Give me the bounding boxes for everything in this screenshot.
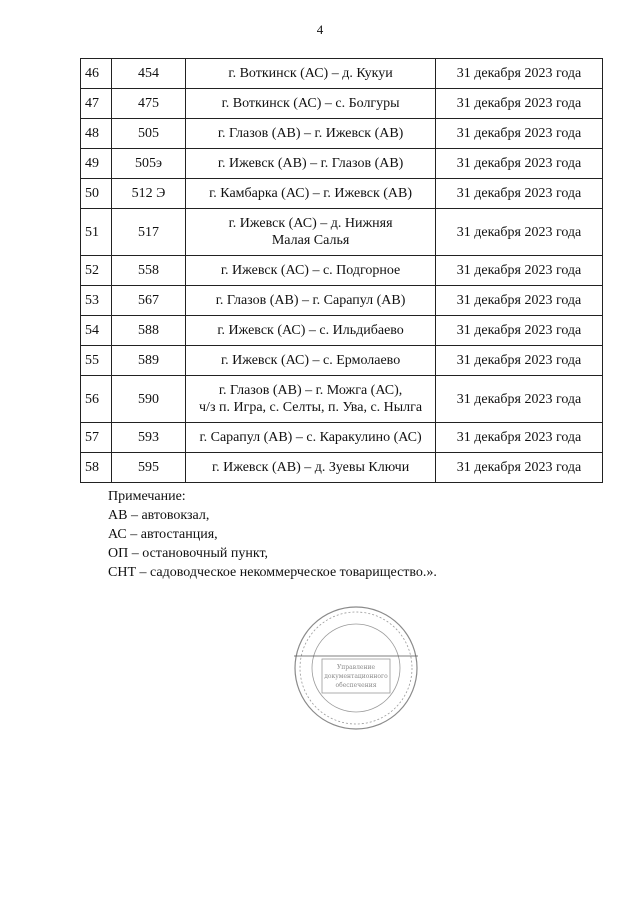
end-date-cell: 31 декабря 2023 года	[436, 119, 603, 149]
route-name-line: г. Камбарка (АС) – г. Ижевск (АВ)	[209, 186, 413, 201]
note-title: Примечание:	[108, 489, 186, 504]
note-line: ОП – остановочный пункт,	[108, 546, 269, 561]
route-name-cell	[186, 179, 436, 209]
route-code-cell: 512 Э	[111, 179, 185, 209]
row-number-cell: 49	[81, 149, 112, 179]
route-code-cell: 475	[111, 89, 185, 119]
table-row	[81, 346, 603, 376]
route-code-cell: 567	[111, 286, 185, 316]
route-name-cell	[186, 149, 436, 179]
row-number-cell: 54	[81, 316, 112, 346]
route-code-cell: 589	[111, 346, 185, 376]
route-name-line: г. Воткинск (АС) – с. Болгуры	[221, 96, 400, 111]
route-name-line: г. Воткинск (АС) – д. Кукуи	[228, 66, 393, 81]
route-name-cell	[186, 453, 436, 483]
seal-text-line: Управление	[336, 664, 376, 671]
row-number-cell: 53	[81, 286, 112, 316]
route-name-line: г. Глазов (АВ) – г. Можга (АС),	[218, 383, 403, 398]
table-row	[81, 149, 603, 179]
route-name-cell	[186, 256, 436, 286]
route-code-cell: 517	[111, 209, 185, 256]
row-number-cell: 47	[81, 89, 112, 119]
route-name-line: г. Ижевск (АС) – с. Ермолаево	[220, 353, 401, 368]
note-block	[108, 487, 437, 582]
end-date-cell: 31 декабря 2023 года	[436, 89, 603, 119]
end-date-cell: 31 декабря 2023 года	[436, 376, 603, 423]
end-date-cell: 31 декабря 2023 года	[436, 316, 603, 346]
seal-text-line: обеспечения	[335, 682, 377, 689]
table-row	[81, 316, 603, 346]
route-name-cell	[186, 316, 436, 346]
table-row	[81, 119, 603, 149]
end-date-cell: 31 декабря 2023 года	[436, 453, 603, 483]
row-number-cell: 51	[81, 209, 112, 256]
route-name-cell	[186, 209, 436, 256]
table-row	[81, 209, 603, 256]
route-name-line: г. Ижевск (АС) – д. Нижняя	[228, 216, 393, 231]
route-code-cell: 590	[111, 376, 185, 423]
routes-table	[80, 58, 603, 483]
row-number-cell: 56	[81, 376, 112, 423]
row-number-cell: 50	[81, 179, 112, 209]
route-name-line: г. Глазов (АВ) – г. Ижевск (АВ)	[217, 126, 404, 141]
end-date-cell: 31 декабря 2023 года	[436, 256, 603, 286]
row-number-cell: 55	[81, 346, 112, 376]
note-line: АС – автостанция,	[108, 527, 218, 542]
route-name-line: ч/з п. Игра, с. Селты, п. Ува, с. Нылга	[199, 400, 423, 415]
table-row	[81, 423, 603, 453]
seal-text-line: документационного	[324, 673, 388, 680]
route-name-line: г. Глазов (АВ) – г. Сарапул (АВ)	[215, 293, 406, 308]
table-row	[81, 453, 603, 483]
route-code-cell: 588	[111, 316, 185, 346]
row-number-cell: 57	[81, 423, 112, 453]
route-name-cell	[186, 89, 436, 119]
route-name-cell	[186, 59, 436, 89]
end-date-cell: 31 декабря 2023 года	[436, 423, 603, 453]
table-row	[81, 179, 603, 209]
note-line: СНТ – садоводческое некоммерческое товарищество.».	[108, 565, 437, 580]
note-line: АВ – автовокзал,	[108, 508, 210, 523]
route-name-cell	[186, 346, 436, 376]
end-date-cell: 31 декабря 2023 года	[436, 59, 603, 89]
route-code-cell: 505	[111, 119, 185, 149]
table-row	[81, 286, 603, 316]
route-name-cell	[186, 423, 436, 453]
table-row	[81, 256, 603, 286]
row-number-cell: 58	[81, 453, 112, 483]
end-date-cell: 31 декабря 2023 года	[436, 346, 603, 376]
route-name-line: Малая Салья	[271, 233, 350, 248]
route-name-cell	[186, 119, 436, 149]
route-name-line: г. Ижевск (АС) – с. Подгорное	[220, 263, 401, 278]
route-code-cell: 454	[111, 59, 185, 89]
route-code-cell: 593	[111, 423, 185, 453]
table-row	[81, 376, 603, 423]
end-date-cell: 31 декабря 2023 года	[436, 209, 603, 256]
end-date-cell: 31 декабря 2023 года	[436, 149, 603, 179]
row-number-cell: 52	[81, 256, 112, 286]
table-row	[81, 59, 603, 89]
routes-table-body	[81, 59, 603, 483]
route-code-cell: 558	[111, 256, 185, 286]
page-number: 4	[316, 22, 324, 37]
table-row	[81, 89, 603, 119]
route-name-line: г. Ижевск (АВ) – д. Зуевы Ключи	[211, 460, 410, 475]
row-number-cell: 48	[81, 119, 112, 149]
end-date-cell: 31 декабря 2023 года	[436, 286, 603, 316]
row-number-cell: 46	[81, 59, 112, 89]
route-name-line: г. Ижевск (АС) – с. Ильдибаево	[217, 323, 404, 338]
route-name-cell	[186, 376, 436, 423]
route-name-line: г. Сарапул (АВ) – с. Каракулино (АС)	[199, 430, 422, 445]
end-date-cell: 31 декабря 2023 года	[436, 179, 603, 209]
route-name-cell	[186, 286, 436, 316]
route-name-line: г. Ижевск (АВ) – г. Глазов (АВ)	[217, 156, 404, 171]
route-code-cell: 505э	[111, 149, 185, 179]
route-code-cell: 595	[111, 453, 185, 483]
official-seal	[292, 604, 420, 732]
